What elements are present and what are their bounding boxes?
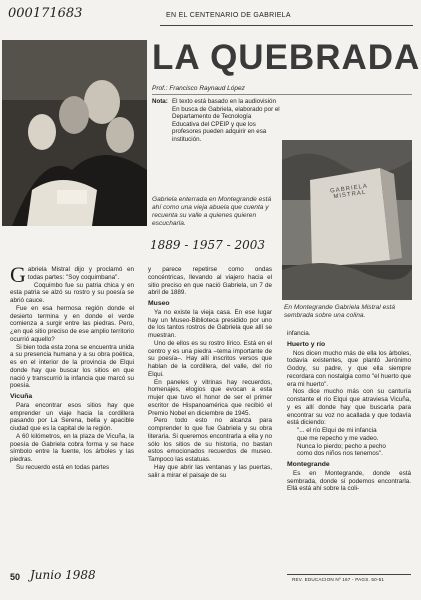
handwritten-issue-date: Junio 1988: [30, 568, 96, 582]
right-photo-caption: En Montegrande Gabriela Mistral está sembrada sobre una colina.: [284, 304, 396, 319]
article-note: [152, 98, 280, 144]
left-photo-caption: Gabriela enterrada en Montegrande está ahí como una vieja abuela que cuenta y recuenta su valle a quienes quieren escucharla.: [152, 196, 272, 227]
poem-line-1: "... el río Elqui de mi infancia: [297, 427, 377, 434]
col1-p1: abriela Mistral dijo y proclamó en todas partes: "Soy coquimbana".: [27, 266, 134, 281]
col3-heading-huerto: Huerto y río: [287, 340, 326, 348]
article-title: LA QUEBRADA: [152, 38, 421, 77]
tomb-photo-image: [282, 140, 412, 300]
title-rule: [152, 94, 412, 95]
note-label: Nota:: [152, 98, 168, 105]
drop-cap: G: [10, 262, 26, 287]
page-number: 50: [10, 572, 21, 582]
col1-intro: [10, 262, 134, 287]
col2-p3: Uno de ellos es su rostro lírico. Está en el centro y es una piedra –tema importante de su poesía–. Hay allí inscritos versos que hablan de la cordillera, del valle, del río Elqui.: [148, 339, 272, 378]
group-photo: [2, 40, 147, 226]
handwritten-dates: 1889 - 1957 - 2003: [150, 238, 265, 252]
col2-p5: Pero todo esto no alcanza para comprender lo que fue Gabriela y su obra literaria. Si queremos encontrarla a ella y no sólo los sitios de su historia, no bastan estos emocionados recuerdos de museo. Tampoco las estatuas.: [148, 417, 272, 463]
section-header: EN EL CENTENARIO DE GABRIELA: [166, 12, 291, 19]
note-text: El texto está basado en la audiovisión En busca de Gabriela, elaborado por el Departamento de Tecnología Educativa del CPEIP y que los profesores pueden adquirir en esa institución.: [172, 98, 280, 143]
col2-p2: Ya no existe la vieja casa. En ese lugar hay un Museo-Biblioteca presidido por uno de los tantos rostros de Gabriela que allí se muestran.: [148, 308, 272, 339]
poem-line-4: como dos niños nos tenemos".: [297, 450, 383, 458]
col2-heading-museo: Museo: [148, 300, 170, 307]
col1-p4: Si bien toda esta zona se encuentra unida a su presencia humana y a su obra poética, es en el interior de la provincia de Elqui donde hay que buscar los sitios en que nació y transcurrió la infancia que marcó su poesía.: [10, 343, 134, 390]
column-3: [287, 330, 411, 493]
col1-p6: A 60 kilómetros, en la plaza de Vicuña, la poesía de Gabriela cobra forma y se hace símbolo entre la fuente, los árboles y las piedras.: [10, 432, 134, 463]
handwritten-catalog-number: 000171683: [8, 6, 83, 21]
poem-line-3: Nunca lo pierdo; pecho a pecho: [297, 442, 386, 450]
column-2: [148, 266, 272, 479]
col3-p3: Es en Montegrande, donde está sembrada, donde sí podemos encontrarla. Ellá está ahí sobre la coli-: [287, 469, 411, 493]
poem-line-2: que me repecho y me vadeo.: [297, 434, 379, 442]
col1-p2: Coquimbo fue su patria chica y en esta patria se alzó su rostro y su poesía se abrió cauce.: [10, 281, 134, 304]
poem-excerpt: [287, 427, 411, 458]
tomb-photo: [282, 140, 412, 300]
footer-source: REV. EDUCACION Nº 167 - PAGS. 50-51: [292, 577, 385, 582]
col1-heading-vicuna: Vicuña: [10, 393, 33, 400]
tomb-inscription: GABRIELA MISTRAL: [329, 183, 369, 201]
col1-p5: Para encontrar esos sitios hay que emprender un viaje hacia la cordillera pasando por La Serena, bella y apacible ciudad que es la capital de la región.: [10, 401, 134, 432]
col1-p7: Su recuerdo está en todas partes: [16, 463, 110, 471]
col2-p6: Hay que abrir las ventanas y las puertas, salir a mirar el paisaje de su: [148, 463, 272, 479]
col3-heading-montegrande: Montegrande: [287, 461, 330, 468]
footer-rule: [287, 574, 411, 575]
col3-p2: Nos dice mucho más con su canturía constante el río Elqui que atraviesa Vicuña, y es allí donde hay que buscarla para encontrar su voz no acallada y que todavía está diciendo:: [287, 388, 411, 427]
col1-p3: Fue en esa hermosa región donde el desierto termina y en donde el verde comienza a surgir entre las piedras. Pero, ¿en qué sitio preciso de ese amplio territorio ocurrió aquello?: [10, 304, 134, 343]
col3-p0: infancia.: [287, 330, 311, 337]
group-photo-image: [2, 40, 147, 226]
col2-p1: y parece repetirse como ondas concéntricas, llevando al viajero hacia el sitio preciso en que nació Gabriela, un 7 de abril de 1889.: [148, 266, 272, 297]
column-1: [10, 262, 134, 472]
col3-p1: Nos dicen mucho más de ella los árboles, todavía existentes, que plantó Jerónimo Godoy, su padre, y que ella siempre recordara con nostalgia como "el huerto que era mi huerto".: [287, 349, 411, 388]
col2-p4: En paneles y vitrinas hay recuerdos, homenajes, elogios que evocan a esta mujer que tuvo el honor de ser el primer escritor de Hispanoamérica que recibió el Premio Nobel en diciembre de 1945.: [148, 378, 272, 417]
header-rule: [160, 25, 413, 26]
article-author: Prof.: Francisco Raynaud López: [152, 85, 245, 92]
